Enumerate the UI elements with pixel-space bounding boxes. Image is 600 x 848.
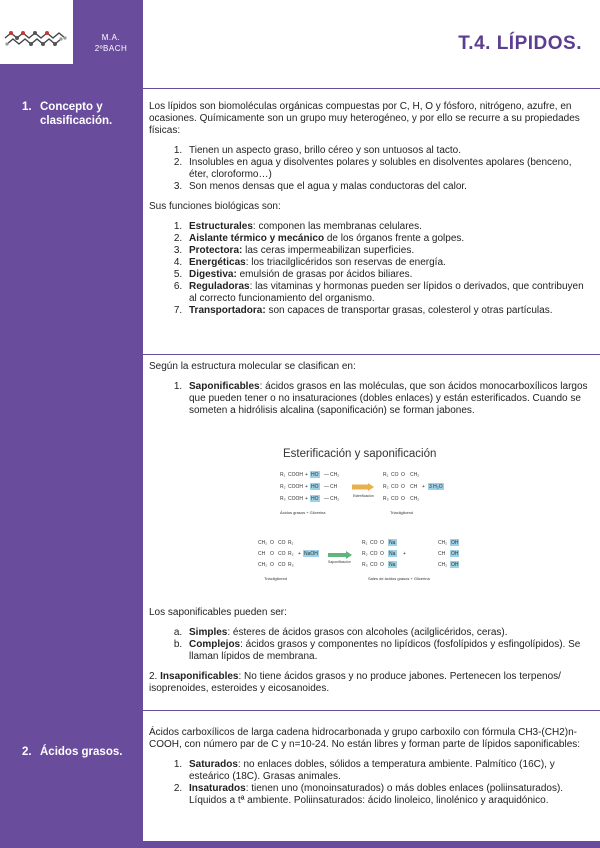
list-item: a. Simples: ésteres de ácidos grasos con alcoholes (acilglicéridos, ceras). <box>185 627 589 639</box>
svg-text:R₃: R₃ <box>280 496 286 502</box>
svg-text:CH: CH <box>330 484 338 490</box>
divider <box>143 88 600 89</box>
svg-text:CO: CO <box>370 562 378 568</box>
svg-text:O: O <box>270 562 274 568</box>
functions-list <box>149 221 589 317</box>
svg-text:HO: HO <box>311 484 319 490</box>
svg-text:OH: OH <box>451 540 459 546</box>
svg-text:O: O <box>270 551 274 557</box>
svg-text:R₃: R₃ <box>383 496 389 502</box>
functions-intro: Sus funciones biológicas son: <box>149 201 281 212</box>
svg-text:R₂: R₂ <box>362 551 368 557</box>
list-item: 1. Tienen un aspecto graso, brillo céreo y son untuosos al tacto. <box>185 145 589 157</box>
intro-block <box>149 101 589 325</box>
svg-text:CH: CH <box>258 551 266 557</box>
list-item: 5. Digestiva: emulsión de grasas por ácidos biliares. <box>185 269 589 281</box>
diagram-title: Esterificación y saponificación <box>283 448 437 460</box>
esterification-diagram <box>250 442 490 592</box>
svg-text:CO: CO <box>370 551 378 557</box>
svg-text:R₁: R₁ <box>362 540 368 546</box>
svg-text:+: + <box>403 551 406 557</box>
intro-paragraph: Los lípidos son biomoléculas orgánicas compuestas por C, H, O y fósforo, nitrógeno, azufre, en ocasiones. Químicamente son un grupo muy heterogéneo, y por ello se recurre a su propiedades físicas: <box>149 101 580 136</box>
svg-text:O: O <box>380 551 384 557</box>
svg-text:+: + <box>305 472 308 478</box>
svg-text:+: + <box>305 484 308 490</box>
svg-text:Saponificación: Saponificación <box>328 560 351 564</box>
course-label <box>80 32 142 54</box>
list-item: 3. Son menos densas que el agua y malas conductoras del calor. <box>185 181 589 193</box>
section-label: Concepto y clasificación. <box>40 101 113 127</box>
list-item: 6. Reguladoras: las vitaminas y hormonas pueden ser lípidos o derivados, que contribuyen al correcto funcionamiento del organismo. <box>185 281 589 305</box>
fatty-acids-intro: Ácidos carboxílicos de larga cadena hidrocarbonada y grupo carboxilo con fórmula CH3-(CH2)n-COOH, con número par de C y n=10-24. No están libres y forman parte de lípidos saponificables: <box>149 727 581 750</box>
svg-text:NaOH: NaOH <box>304 551 318 557</box>
svg-text:3 H₂O: 3 H₂O <box>429 484 443 490</box>
svg-text:+: + <box>305 496 308 502</box>
svg-text:R₂: R₂ <box>383 484 389 490</box>
svg-text:COOH: COOH <box>288 472 303 478</box>
svg-text:Sales de ácidos grasos + Gli: Sales de ácidos grasos + Glicerina <box>368 576 430 581</box>
list-item: b. Complejos: ácidos grasos y componentes no lipídicos (fosfolípidos y esfingolípidos). Se llaman lípidos de membrana. <box>185 639 589 663</box>
lipid-molecule-icon <box>3 24 69 52</box>
list-item: 1. Saponificables: ácidos grasos en las moléculas, que son ácidos monocarboxílicos largos que pueden tener o no insaturaciones (dobles enlaces) y están esterificados. Cuando se someten a hidrólisis alcalina (saponificación) se forman jabones. <box>185 381 589 417</box>
svg-text:O: O <box>401 472 405 478</box>
svg-text:CH₂: CH₂ <box>330 496 340 502</box>
saponification-reaction <box>258 539 459 581</box>
svg-text:+: + <box>298 551 301 557</box>
svg-text:COOH: COOH <box>288 484 303 490</box>
svg-text:CH₂: CH₂ <box>258 540 268 546</box>
svg-text:CH₂: CH₂ <box>438 562 448 568</box>
svg-text:CO: CO <box>391 472 399 478</box>
classification-block <box>149 361 589 425</box>
course-level: 2ºBACH <box>94 44 128 53</box>
divider <box>143 354 600 355</box>
svg-text:CH₂: CH₂ <box>410 472 420 478</box>
divider <box>143 710 600 711</box>
svg-text:O: O <box>380 540 384 546</box>
svg-text:—: — <box>324 484 329 490</box>
svg-text:CO: CO <box>391 496 399 502</box>
properties-list <box>149 145 589 193</box>
svg-text:R₃: R₃ <box>288 562 294 568</box>
svg-text:Triacilglicerol: Triacilglicerol <box>264 576 288 581</box>
svg-text:CO: CO <box>391 484 399 490</box>
list-item: 1. Saturados: no enlaces dobles, sólidos a temperatura ambiente. Palmítico (16C), y esteárico (18C). Grasas animales. <box>185 759 589 783</box>
svg-text:CH₂: CH₂ <box>258 562 268 568</box>
svg-text:R₂: R₂ <box>288 551 294 557</box>
svg-text:Ácidos grasos + Glicerina: Ácidos grasos + Glicerina <box>280 510 326 515</box>
svg-text:—: — <box>324 472 329 478</box>
svg-text:Esterificación: Esterificación <box>353 494 374 498</box>
list-item: 2. Insolubles en agua y disolventes polares y solubles en disolventes apolares (benceno, éter, cloroformo…) <box>185 157 589 181</box>
section-label: Ácidos grasos. <box>40 746 123 758</box>
list-item: 2. Aislante térmico y mecánico de los órganos frente a golpes. <box>185 233 589 245</box>
saponificables-types-block <box>149 607 589 703</box>
list-item: 2. Insaturados: tienen uno (monoinsaturados) o más dobles enlaces (poliinsaturados). Líquidos a tª ambiente. Poliinsaturados: ácido linoleico, linolénico y araquidónico. <box>185 783 589 807</box>
svg-text:R₁: R₁ <box>280 472 286 478</box>
section-number: 1. <box>22 101 32 113</box>
sapon-types-intro: Los saponificables pueden ser: <box>149 607 287 618</box>
svg-text:R₁: R₁ <box>383 472 389 478</box>
logo <box>0 0 73 64</box>
fatty-acids-block <box>149 727 589 815</box>
svg-text:Na: Na <box>389 540 396 546</box>
svg-text:CO: CO <box>370 540 378 546</box>
svg-text:O: O <box>401 496 405 502</box>
svg-text:CO: CO <box>278 540 286 546</box>
svg-text:O: O <box>380 562 384 568</box>
svg-text:R₃: R₃ <box>362 562 368 568</box>
svg-text:OH: OH <box>451 551 459 557</box>
svg-text:CH₂: CH₂ <box>410 496 420 502</box>
svg-text:+: + <box>422 484 425 490</box>
svg-text:HO: HO <box>311 496 319 502</box>
svg-text:CH: CH <box>438 551 446 557</box>
list-item: 1. Estructurales: componen las membranas celulares. <box>185 221 589 233</box>
classification-list <box>149 381 589 417</box>
section-number: 2. <box>22 746 32 758</box>
svg-text:O: O <box>401 484 405 490</box>
footer-bar <box>0 841 600 848</box>
svg-text:OH: OH <box>451 562 459 568</box>
svg-text:Na: Na <box>389 562 396 568</box>
fatty-acid-types-list <box>149 759 589 807</box>
list-item: 3. Protectora: las ceras impermeabilizan superficies. <box>185 245 589 257</box>
list-item: 7. Transportadora: son capaces de transportar grasas, colesterol y otras partículas. <box>185 305 589 317</box>
svg-text:O: O <box>270 540 274 546</box>
svg-text:CH₂: CH₂ <box>330 472 340 478</box>
classification-intro: Según la estructura molecular se clasifican en: <box>149 361 356 372</box>
svg-text:HO: HO <box>311 472 319 478</box>
svg-text:R₂: R₂ <box>280 484 286 490</box>
list-item: 4. Energéticas: los triacilglicéridos son reservas de energía. <box>185 257 589 269</box>
header <box>0 0 600 88</box>
svg-text:CH₂: CH₂ <box>438 540 448 546</box>
svg-text:COOH: COOH <box>288 496 303 502</box>
svg-text:CO: CO <box>278 562 286 568</box>
svg-text:CH: CH <box>410 484 418 490</box>
svg-text:CO: CO <box>278 551 286 557</box>
sapon-types-list <box>149 627 589 663</box>
ma-label: M.A. <box>101 33 121 42</box>
insaponificables-paragraph: 2. Insaponificables: No tiene ácidos grasos y no produce jabones. Pertenecen los terpenos/ isoprenoides, esteroides y eicosanoides. <box>149 671 561 694</box>
page-title: T.4. LÍPIDOS. <box>458 33 582 54</box>
esterification-reaction <box>280 471 444 515</box>
svg-text:—: — <box>324 496 329 502</box>
svg-text:Na: Na <box>389 551 396 557</box>
svg-text:Triacilglicerol: Triacilglicerol <box>390 510 414 515</box>
svg-text:R₁: R₁ <box>288 540 294 546</box>
